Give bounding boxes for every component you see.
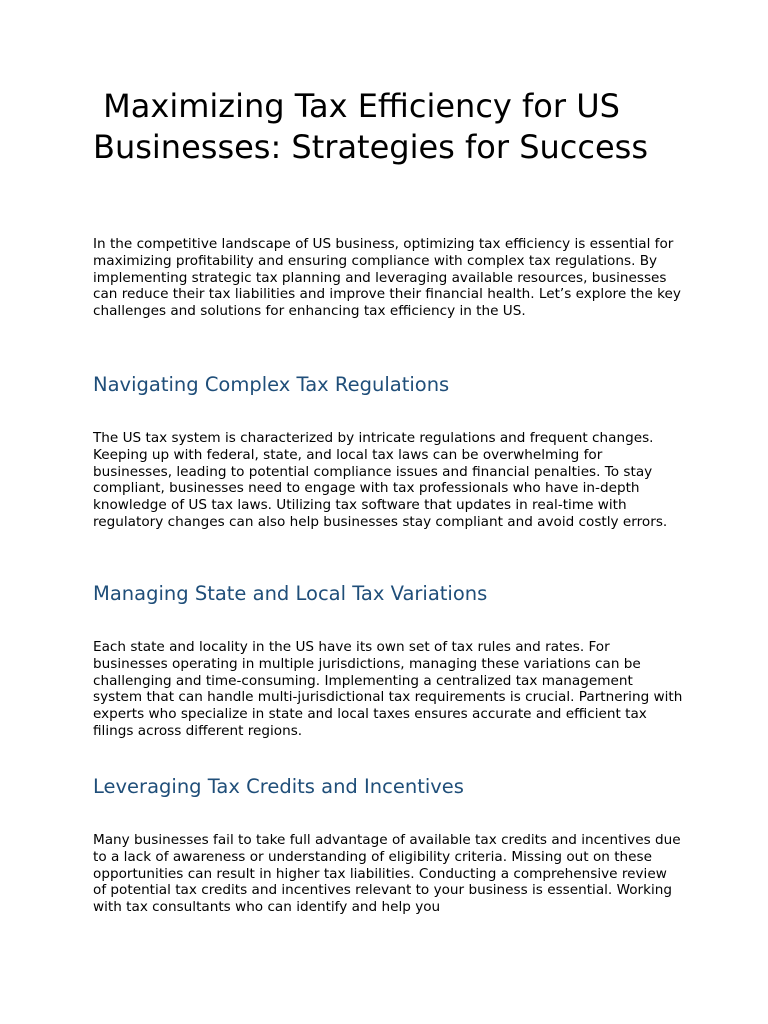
section-body-regulations: The US tax system is characterized by intricate regulations and frequent changes. Keeping up with federal, state, and local tax laws can be overwhelming for businesses, leading to potential compliance issues and financial penalties. To stay compliant, businesses need to engage with tax professionals who have in-depth knowledge of US tax laws. Utilizing tax software that updates in real-time with regulatory changes can also help businesses stay compliant and avoid costly errors. xyxy=(93,430,668,530)
intro-paragraph: In the competitive landscape of US business, optimizing tax efficiency is essential for maximizing profitability and ensuring compliance with complex tax regulations. By implementing strategic tax planning and leveraging available resources, businesses can reduce their tax liabilities and improve their financial health. Let’s explore the key challenges and solutions for enhancing tax efficiency in the US. xyxy=(93,236,681,320)
section-heading-state-local: Managing State and Local Tax Variations xyxy=(93,582,488,605)
section-heading-credits: Leveraging Tax Credits and Incentives xyxy=(93,775,464,798)
section-body-credits: Many businesses fail to take full advantage of available tax credits and incentives due to a lack of awareness or understanding of eligibility criteria. Missing out on these opportunities can result in higher tax liabilities. Conducting a comprehensive review of potential tax credits and incentives relevant to your business is essential. Working with tax consultants who can identify and help you xyxy=(93,832,681,916)
section-body-state-local: Each state and locality in the US have its own set of tax rules and rates. For businesses operating in multiple jurisdictions, managing these variations can be challenging and time-consuming. Implementing a centralized tax management system that can handle multi-jurisdictional tax requirements is crucial. Partnering with experts who specialize in state and local taxes ensures accurate and efficient tax filings across different regions. xyxy=(93,639,683,739)
document-title: Maximizing Tax Efficiency for US Businesses: Strategies for Success xyxy=(93,87,648,166)
section-heading-regulations: Navigating Complex Tax Regulations xyxy=(93,373,450,396)
